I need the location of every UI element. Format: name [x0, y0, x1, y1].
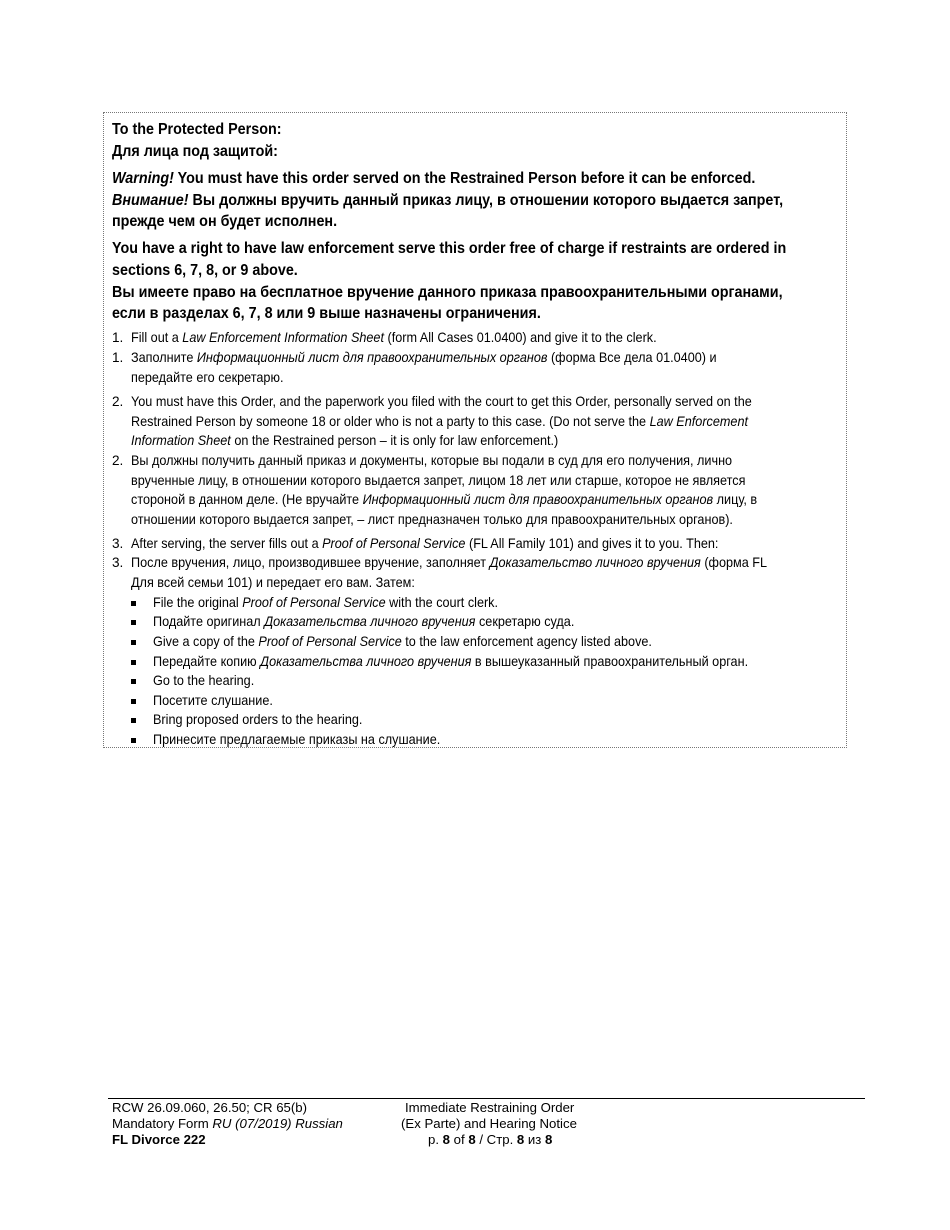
- bullet-1-italic: Proof of Personal Service: [242, 595, 386, 610]
- step-2-en-3-post: on the Restrained person – it is only for law enforcement.): [230, 433, 559, 448]
- bullet-4-pre: Передайте копию: [153, 654, 261, 669]
- bullet-2-post: секретарю суда.: [475, 614, 575, 629]
- step-1-number-ru: 1.: [112, 350, 124, 365]
- step-1-en-italic: Law Enforcement Information Sheet: [182, 330, 384, 345]
- step-1-en: [131, 330, 657, 345]
- bullet-item-6: Посетите слушание.: [153, 693, 273, 708]
- step-2-ru-4: отношении которого выдается запрет, – лист предназначен только для правоохранительных органов).: [131, 512, 733, 527]
- heading-ru: Для лица под защитой:: [112, 143, 278, 160]
- right-en-2: sections 6, 7, 8, or 9 above.: [112, 262, 298, 279]
- step-1-en-pre: Fill out a: [131, 330, 183, 345]
- bullet-icon: [131, 699, 136, 704]
- step-2-number-ru: 2.: [112, 453, 124, 468]
- footer-page-number: [428, 1132, 552, 1147]
- footer-mandatory-italic: RU (07/2019) Russian: [212, 1116, 343, 1131]
- footer-page-total-ru: 8: [545, 1132, 553, 1147]
- step-3-en-pre: After serving, the server fills out a: [131, 536, 323, 551]
- bullet-icon: [131, 718, 136, 723]
- warning-ru-text-1: Вы должны вручить данный приказ лицу, в отношении которого выдается запрет,: [188, 192, 784, 209]
- step-2-ru-3-pre: стороной в данном деле. (Не вручайте: [131, 492, 363, 507]
- step-3-number-ru: 3.: [112, 555, 124, 570]
- step-3-ru-italic: Доказательство личного вручения: [489, 555, 701, 570]
- step-2-en-3: [131, 433, 558, 448]
- step-2-en-2: [131, 414, 748, 429]
- step-3-en: [131, 536, 718, 551]
- footer-page-num-ru: 8: [516, 1132, 525, 1147]
- step-2-ru-3: [131, 492, 757, 507]
- warning-en: [112, 170, 755, 188]
- footer-page-total: 8: [468, 1132, 476, 1147]
- step-2-number-en: 2.: [112, 394, 124, 409]
- footer-page-of: of: [450, 1132, 469, 1147]
- step-1-ru-post: (форма Все дела 01.0400) и: [547, 350, 717, 365]
- footer-divider: [108, 1098, 865, 1099]
- bullet-3-pre: Give a copy of the: [153, 634, 259, 649]
- bullet-4-italic: Доказательства личного вручения: [260, 654, 472, 669]
- bullet-item-4: [153, 654, 748, 669]
- footer-rcw: RCW 26.09.060, 26.50; CR 65(b): [112, 1100, 307, 1115]
- bullet-icon: [131, 738, 136, 743]
- step-3-ru-pre: После вручения, лицо, производившее вручение, заполняет: [131, 555, 490, 570]
- step-2-en-3-italic: Information Sheet: [131, 433, 231, 448]
- bullet-icon: [131, 679, 136, 684]
- bullet-icon: [131, 601, 136, 606]
- step-2-en-2-pre: Restrained Person by someone 18 or older who is not a party to this case. (Do not serve the: [131, 414, 650, 429]
- bullet-item-7: Bring proposed orders to the hearing.: [153, 712, 363, 727]
- step-2-ru-3-post: лицу, в: [713, 492, 758, 507]
- footer-mandatory-form: [112, 1116, 343, 1131]
- footer-form-id: FL Divorce 222: [112, 1132, 206, 1147]
- footer-page-sep: / Стр.: [475, 1132, 517, 1147]
- footer-mandatory-pre: Mandatory Form: [112, 1116, 213, 1131]
- bullet-3-italic: Proof of Personal Service: [258, 634, 402, 649]
- bullet-item-2: [153, 614, 574, 629]
- step-2-en-2-italic: Law Enforcement: [649, 414, 748, 429]
- bullet-item-1: [153, 595, 498, 610]
- step-3-ru: [131, 555, 767, 570]
- step-1-ru-2: передайте его секретарю.: [131, 370, 284, 385]
- heading-en: To the Protected Person:: [112, 121, 282, 138]
- bullet-1-pre: File the original: [153, 595, 243, 610]
- step-1-en-post: (form All Cases 01.0400) and give it to the clerk.: [383, 330, 657, 345]
- warning-ru: [112, 192, 783, 210]
- bullet-item-5: Go to the hearing.: [153, 673, 255, 688]
- footer-page-num: 8: [442, 1132, 451, 1147]
- footer-title-1: Immediate Restraining Order: [405, 1100, 575, 1115]
- warning-ru-2: прежде чем он будет исполнен.: [112, 213, 338, 230]
- footer-page-iz: из: [524, 1132, 545, 1147]
- step-1-ru-italic: Информационный лист для правоохранительных органов: [196, 350, 548, 365]
- step-2-ru-1: Вы должны получить данный приказ и документы, которые вы подали в суд для его получения, лично: [131, 453, 733, 468]
- bullet-3-post: to the law enforcement agency listed above.: [401, 634, 652, 649]
- bullet-1-post: with the court clerk.: [385, 595, 499, 610]
- bullet-icon: [131, 620, 136, 625]
- bullet-icon: [131, 660, 136, 665]
- footer-title-2: (Ex Parte) and Hearing Notice: [401, 1116, 577, 1131]
- bullet-item-3: [153, 634, 652, 649]
- footer-page-p: p.: [428, 1132, 443, 1147]
- right-en-1: You have a right to have law enforcement serve this order free of charge if restraints are ordered in: [112, 240, 787, 257]
- step-2-ru-2: врученные лицу, в отношении которого выдается запрет, лицом 18 лет или старше, которое не является: [131, 473, 746, 488]
- bullet-item-8: Принесите предлагаемые приказы на слушание.: [153, 732, 441, 747]
- step-3-number-en: 3.: [112, 536, 124, 551]
- step-1-ru: [131, 350, 717, 365]
- right-ru-2: если в разделах 6, 7, 8 или 9 выше назначены ограничения.: [112, 305, 541, 322]
- bullet-icon: [131, 640, 136, 645]
- step-3-ru-post: (форма FL: [700, 555, 767, 570]
- bullet-4-post: в вышеуказанный правоохранительный орган.: [471, 654, 749, 669]
- bullet-2-pre: Подайте оригинал: [153, 614, 265, 629]
- step-3-en-post: (FL All Family 101) and gives it to you. Then:: [465, 536, 719, 551]
- step-3-en-italic: Proof of Personal Service: [322, 536, 466, 551]
- step-3-ru-2: Для всей семьи 101) и передает его вам. Затем:: [131, 575, 415, 590]
- warning-en-text: You must have this order served on the Restrained Person before it can be enforced.: [173, 170, 756, 187]
- step-1-number-en: 1.: [112, 330, 124, 345]
- warning-en-label: Warning!: [112, 170, 174, 187]
- bullet-2-italic: Доказательства личного вручения: [264, 614, 476, 629]
- step-2-ru-3-italic: Информационный лист для правоохранительных органов: [362, 492, 714, 507]
- right-ru-1: Вы имеете право на бесплатное вручение данного приказа правоохранительными органами,: [112, 284, 783, 301]
- step-1-ru-pre: Заполните: [131, 350, 197, 365]
- warning-ru-label: Внимание!: [112, 192, 189, 209]
- step-2-en-1: You must have this Order, and the paperwork you filed with the court to get this Order, personally served on the: [131, 394, 752, 409]
